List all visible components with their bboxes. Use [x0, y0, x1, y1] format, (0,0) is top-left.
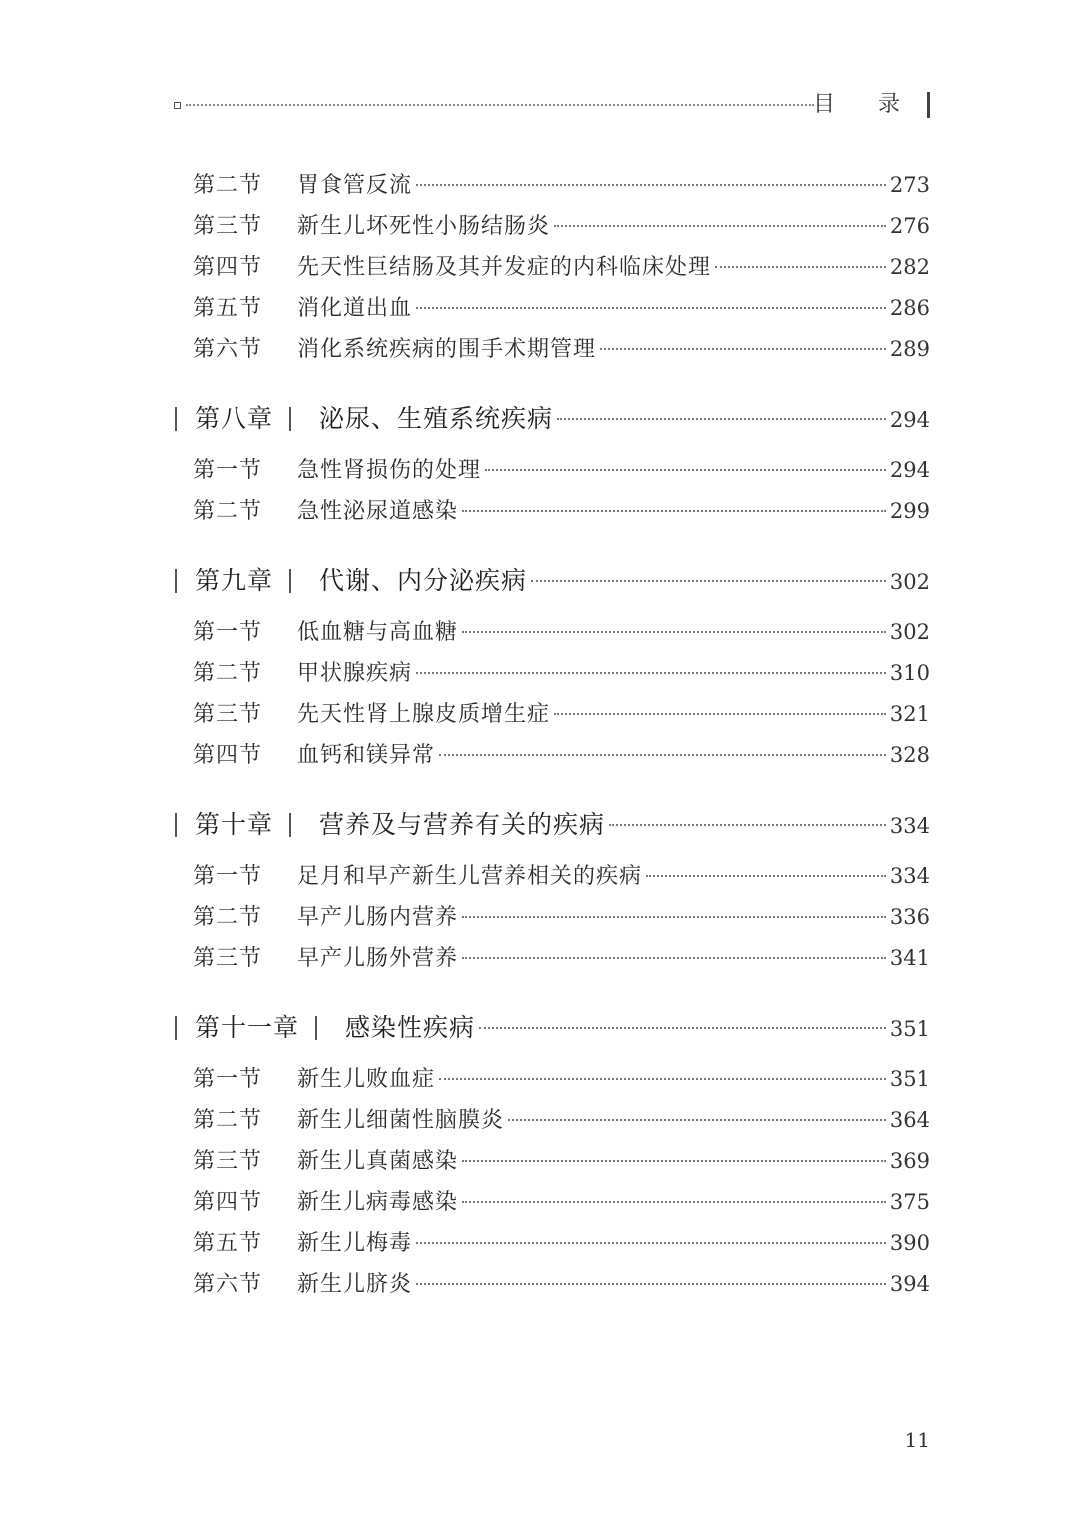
page-number: 334: [889, 864, 930, 888]
page-number: 336: [889, 905, 930, 929]
header-bullet-icon: [174, 102, 181, 109]
section-title: 先天性肾上腺皮质增生症: [297, 702, 551, 727]
running-header: [172, 88, 932, 122]
page-number: 351: [889, 1017, 930, 1041]
section-title: 血钙和镁异常: [297, 743, 436, 768]
section-number: 第一节: [193, 864, 263, 889]
section-number: 第二节: [193, 661, 263, 686]
dot-leader: [554, 225, 886, 227]
section-title: 新生儿真菌感染: [297, 1149, 459, 1174]
toc-chapter-entry[interactable]: [175, 1005, 930, 1051]
toc-section-entry[interactable]: [193, 247, 930, 288]
section-title: 先天性巨结肠及其并发症的内科临床处理: [297, 255, 712, 280]
chapter-bar: [175, 813, 177, 837]
page-number: 286: [889, 296, 930, 320]
dot-leader: [416, 1242, 886, 1244]
toc-section-entry[interactable]: [193, 165, 930, 206]
page-folio: 11: [904, 1428, 930, 1452]
dot-leader: [479, 1027, 886, 1029]
section-title: 早产儿肠外营养: [297, 946, 459, 971]
section-number: 第四节: [193, 743, 263, 768]
page-number: 310: [889, 661, 930, 685]
chapter-title: 营养及与营养有关的疾病: [319, 810, 606, 839]
chapter-number: 第十章: [195, 810, 274, 839]
toc-section-entry[interactable]: [193, 897, 930, 938]
page-number: 294: [889, 408, 930, 432]
page-number: 302: [889, 620, 930, 644]
table-of-contents: [193, 165, 930, 1305]
page-number: 328: [889, 743, 930, 767]
section-title: 新生儿病毒感染: [297, 1190, 459, 1215]
dot-leader: [439, 754, 886, 756]
chapter-number: 第十一章: [195, 1013, 300, 1042]
page-number: 351: [889, 1067, 930, 1091]
toc-section-entry[interactable]: [193, 1182, 930, 1223]
chapter-bar: [175, 569, 177, 593]
dot-leader: [609, 824, 886, 826]
dot-leader: [462, 1160, 886, 1162]
dot-leader: [600, 348, 886, 350]
chapter-number: 第九章: [195, 566, 274, 595]
section-title: 新生儿梅毒: [297, 1231, 413, 1256]
section-title: 急性肾损伤的处理: [297, 458, 482, 483]
section-number: 第四节: [193, 255, 263, 280]
page-number: 321: [889, 702, 930, 726]
dot-leader: [485, 469, 886, 471]
section-number: 第三节: [193, 946, 263, 971]
page-number: 375: [889, 1190, 930, 1214]
dot-leader: [531, 580, 886, 582]
dot-leader: [557, 418, 886, 420]
section-number: 第六节: [193, 337, 263, 362]
page-number: 302: [889, 570, 930, 594]
toc-chapter-entry[interactable]: [175, 396, 930, 442]
toc-section-entry[interactable]: [193, 612, 930, 653]
section-number: 第二节: [193, 173, 263, 198]
chapter-bar: [315, 1016, 317, 1040]
toc-section-entry[interactable]: [193, 288, 930, 329]
toc-section-entry[interactable]: [193, 938, 930, 979]
section-number: 第三节: [193, 1149, 263, 1174]
toc-section-entry[interactable]: [193, 653, 930, 694]
section-title: 新生儿细菌性脑膜炎: [297, 1108, 505, 1133]
section-title: 低血糖与高血糖: [297, 620, 459, 645]
chapter-number: 第八章: [195, 404, 274, 433]
header-dotted-rule: [186, 104, 814, 106]
section-number: 第一节: [193, 620, 263, 645]
dot-leader: [416, 307, 886, 309]
section-title: 胃食管反流: [297, 173, 413, 198]
page-number: 394: [889, 1272, 930, 1296]
toc-section-entry[interactable]: [193, 735, 930, 776]
toc-section-entry[interactable]: [193, 1223, 930, 1264]
page-number: 341: [889, 946, 930, 970]
chapter-bar: [175, 407, 177, 431]
toc-section-entry[interactable]: [193, 491, 930, 532]
section-number: 第五节: [193, 1231, 263, 1256]
toc-section-entry[interactable]: [193, 450, 930, 491]
dot-leader: [508, 1119, 886, 1121]
chapter-title: 代谢、内分泌疾病: [319, 566, 528, 595]
section-title: 新生儿脐炎: [297, 1272, 413, 1297]
dot-leader: [462, 510, 886, 512]
section-number: 第六节: [193, 1272, 263, 1297]
section-title: 早产儿肠内营养: [297, 905, 459, 930]
chapter-bar: [289, 813, 291, 837]
section-number: 第二节: [193, 1108, 263, 1133]
toc-chapter-entry[interactable]: [175, 802, 930, 848]
dot-leader: [554, 713, 886, 715]
page-number: 364: [889, 1108, 930, 1132]
dot-leader: [416, 1283, 886, 1285]
chapter-bar: [175, 1016, 177, 1040]
dot-leader: [416, 184, 886, 186]
section-number: 第三节: [193, 702, 263, 727]
dot-leader: [462, 957, 886, 959]
chapter-title: 泌尿、生殖系统疾病: [319, 404, 554, 433]
page-number: 334: [889, 814, 930, 838]
page-number: 294: [889, 458, 930, 482]
section-number: 第二节: [193, 499, 263, 524]
section-title: 甲状腺疾病: [297, 661, 413, 686]
dot-leader: [715, 266, 886, 268]
section-title: 新生儿坏死性小肠结肠炎: [297, 214, 551, 239]
section-title: 足月和早产新生儿营养相关的疾病: [297, 864, 643, 889]
section-number: 第三节: [193, 214, 263, 239]
toc-chapter-entry[interactable]: [175, 558, 930, 604]
page-number: 273: [889, 173, 930, 197]
dot-leader: [462, 916, 886, 918]
toc-section-entry[interactable]: [193, 856, 930, 897]
header-title: 目 录: [813, 92, 918, 117]
page-number: 289: [889, 337, 930, 361]
section-number: 第二节: [193, 905, 263, 930]
toc-section-entry[interactable]: [193, 694, 930, 735]
header-bar: [927, 92, 930, 118]
section-number: 第一节: [193, 458, 263, 483]
section-title: 新生儿败血症: [297, 1067, 436, 1092]
page-number: 390: [889, 1231, 930, 1255]
toc-section-entry[interactable]: [193, 1141, 930, 1182]
dot-leader: [462, 631, 886, 633]
chapter-bar: [289, 569, 291, 593]
page-number: 282: [889, 255, 930, 279]
toc-section-entry[interactable]: [193, 329, 930, 370]
section-title: 消化道出血: [297, 296, 413, 321]
toc-section-entry[interactable]: [193, 1059, 930, 1100]
chapter-title: 感染性疾病: [345, 1013, 476, 1042]
toc-section-entry[interactable]: [193, 1100, 930, 1141]
page-number: 299: [889, 499, 930, 523]
section-title: 消化系统疾病的围手术期管理: [297, 337, 597, 362]
toc-section-entry[interactable]: [193, 206, 930, 247]
dot-leader: [646, 875, 886, 877]
section-title: 急性泌尿道感染: [297, 499, 459, 524]
page-number: 276: [889, 214, 930, 238]
section-number: 第四节: [193, 1190, 263, 1215]
page-number: 369: [889, 1149, 930, 1173]
dot-leader: [416, 672, 886, 674]
dot-leader: [462, 1201, 886, 1203]
section-number: 第一节: [193, 1067, 263, 1092]
dot-leader: [439, 1078, 886, 1080]
chapter-bar: [289, 407, 291, 431]
toc-section-entry[interactable]: [193, 1264, 930, 1305]
section-number: 第五节: [193, 296, 263, 321]
